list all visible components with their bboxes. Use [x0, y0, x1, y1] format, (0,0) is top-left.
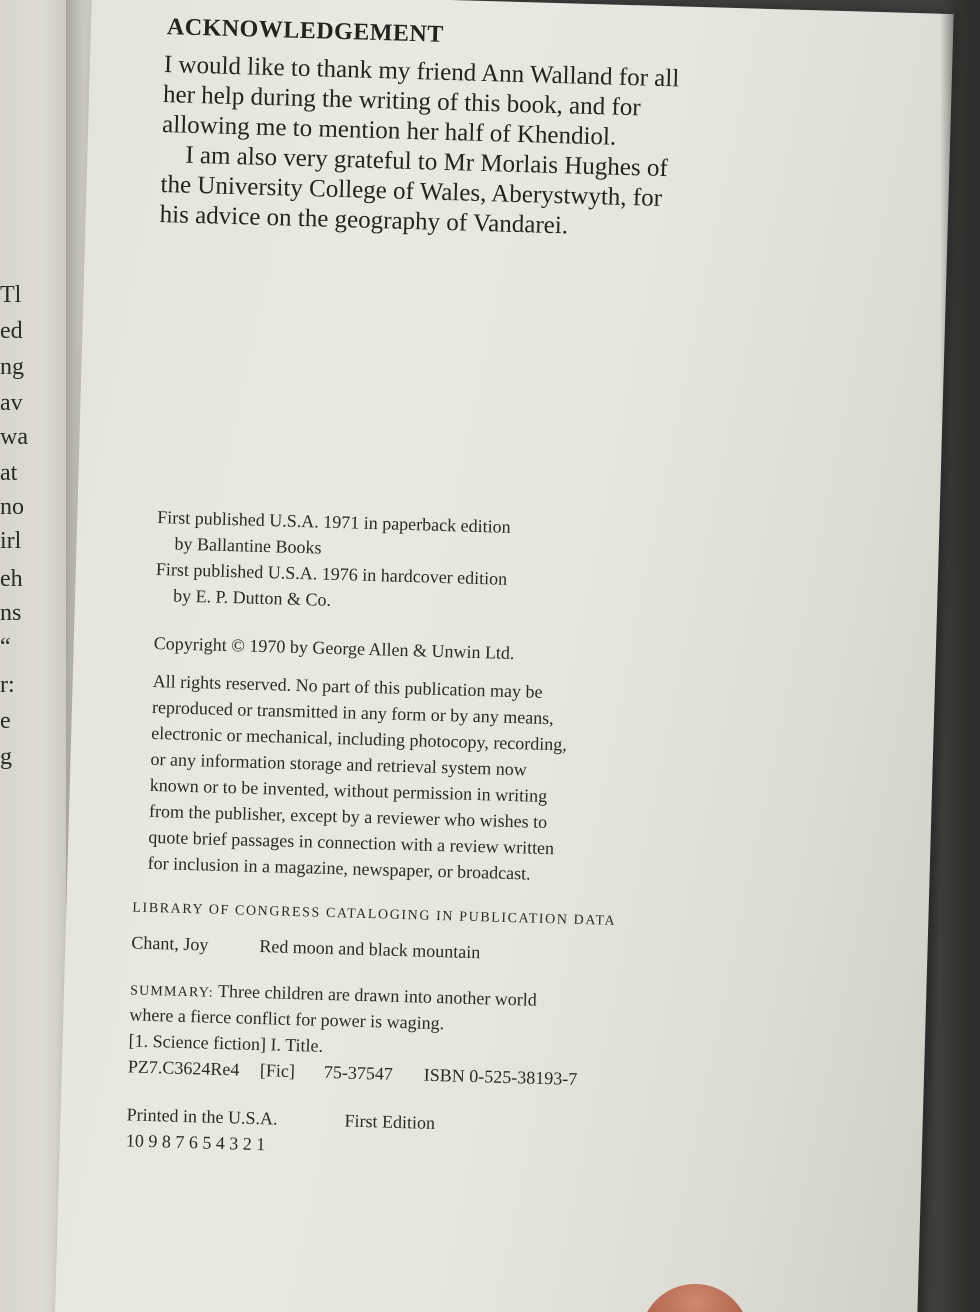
left-page-fragment: g: [0, 744, 12, 770]
left-page-fragment: ed: [0, 318, 23, 344]
summary-label: SUMMARY:: [129, 983, 215, 1001]
acknowledgement-line: allowing me to mention her half of Khendiol.: [161, 111, 617, 151]
left-page-fragment: av: [0, 390, 23, 416]
acknowledgement-line: her help during the writing of this book, and for: [162, 81, 641, 122]
catalog-subjects: [1. Science fiction] I. Title.: [128, 1030, 324, 1056]
copyright-page: [55, 0, 954, 1312]
catalog-book-title: Red moon and black mountain: [259, 936, 481, 963]
cataloging-heading: LIBRARY OF CONGRESS CATALOGING IN PUBLICATION DATA: [132, 900, 617, 929]
rights-line: All rights reserved. No part of this publication may be: [152, 670, 543, 702]
printing-numbers: 10 9 8 7 6 5 4 3 2 1: [125, 1130, 266, 1155]
copyright-notice: Copyright © 1970 by George Allen & Unwin Ltd.: [153, 632, 515, 664]
acknowledgement-line: the University College of Wales, Aberystwyth, for: [160, 170, 663, 212]
left-facing-page: [0, 0, 70, 1312]
rights-line: or any information storage and retrieval system now: [150, 748, 528, 780]
publication-line: First published U.S.A. 1976 in hardcover edition: [155, 559, 508, 589]
publication-line: by Ballantine Books: [174, 533, 322, 558]
left-page-fragment: no: [0, 494, 24, 520]
right-edge-shadow: [940, 0, 980, 1312]
left-page-fragment: ng: [0, 354, 24, 380]
rights-line: known or to be invented, without permission in writing: [149, 774, 548, 807]
rights-line: reproduced or transmitted in any form or by any means,: [151, 696, 555, 729]
printed-in: Printed in the U.S.A.: [126, 1104, 278, 1129]
catalog-isbn: ISBN 0-525-38193-7: [423, 1064, 578, 1089]
left-page-fragment: e: [0, 708, 11, 734]
catalog-fic: [Fic]: [259, 1060, 296, 1082]
acknowledgement-title: ACKNOWLEDGEMENT: [166, 14, 445, 48]
publication-line: by E. P. Dutton & Co.: [172, 585, 332, 610]
acknowledgement-line: his advice on the geography of Vandarei.: [159, 200, 569, 240]
catalog-author: Chant, Joy: [131, 932, 209, 955]
catalog-call-number: PZ7.C3624Re4: [127, 1056, 240, 1080]
left-page-fragment: r:: [0, 672, 15, 698]
left-page-fragment: at: [0, 460, 18, 486]
rights-line: electronic or mechanical, including photocopy, recording,: [150, 722, 568, 755]
summary-line: where a fierce conflict for power is waging.: [129, 1004, 445, 1034]
summary-text: Three children are drawn into another world: [217, 980, 538, 1010]
left-page-fragment: ns: [0, 600, 22, 626]
edition-label: First Edition: [344, 1110, 436, 1134]
rights-line: for inclusion in a magazine, newspaper, or broadcast.: [147, 852, 531, 884]
rights-line: from the publisher, except by a reviewer who wishes to: [148, 800, 548, 833]
left-page-fragment: eh: [0, 566, 23, 592]
left-page-fragment: irl: [0, 528, 22, 554]
left-page-fragment: “: [0, 634, 11, 660]
catalog-lccn: 75-37547: [323, 1061, 394, 1084]
acknowledgement-line: I am also very grateful to Mr Morlais Hughes of: [185, 141, 669, 183]
publication-line: First published U.S.A. 1971 in paperback edition: [157, 507, 511, 537]
left-page-fragment: wa: [0, 424, 28, 450]
rights-line: quote brief passages in connection with a review written: [148, 826, 555, 859]
left-page-fragment: Tl: [0, 282, 22, 308]
acknowledgement-line: I would like to thank my friend Ann Walland for all: [163, 51, 680, 93]
